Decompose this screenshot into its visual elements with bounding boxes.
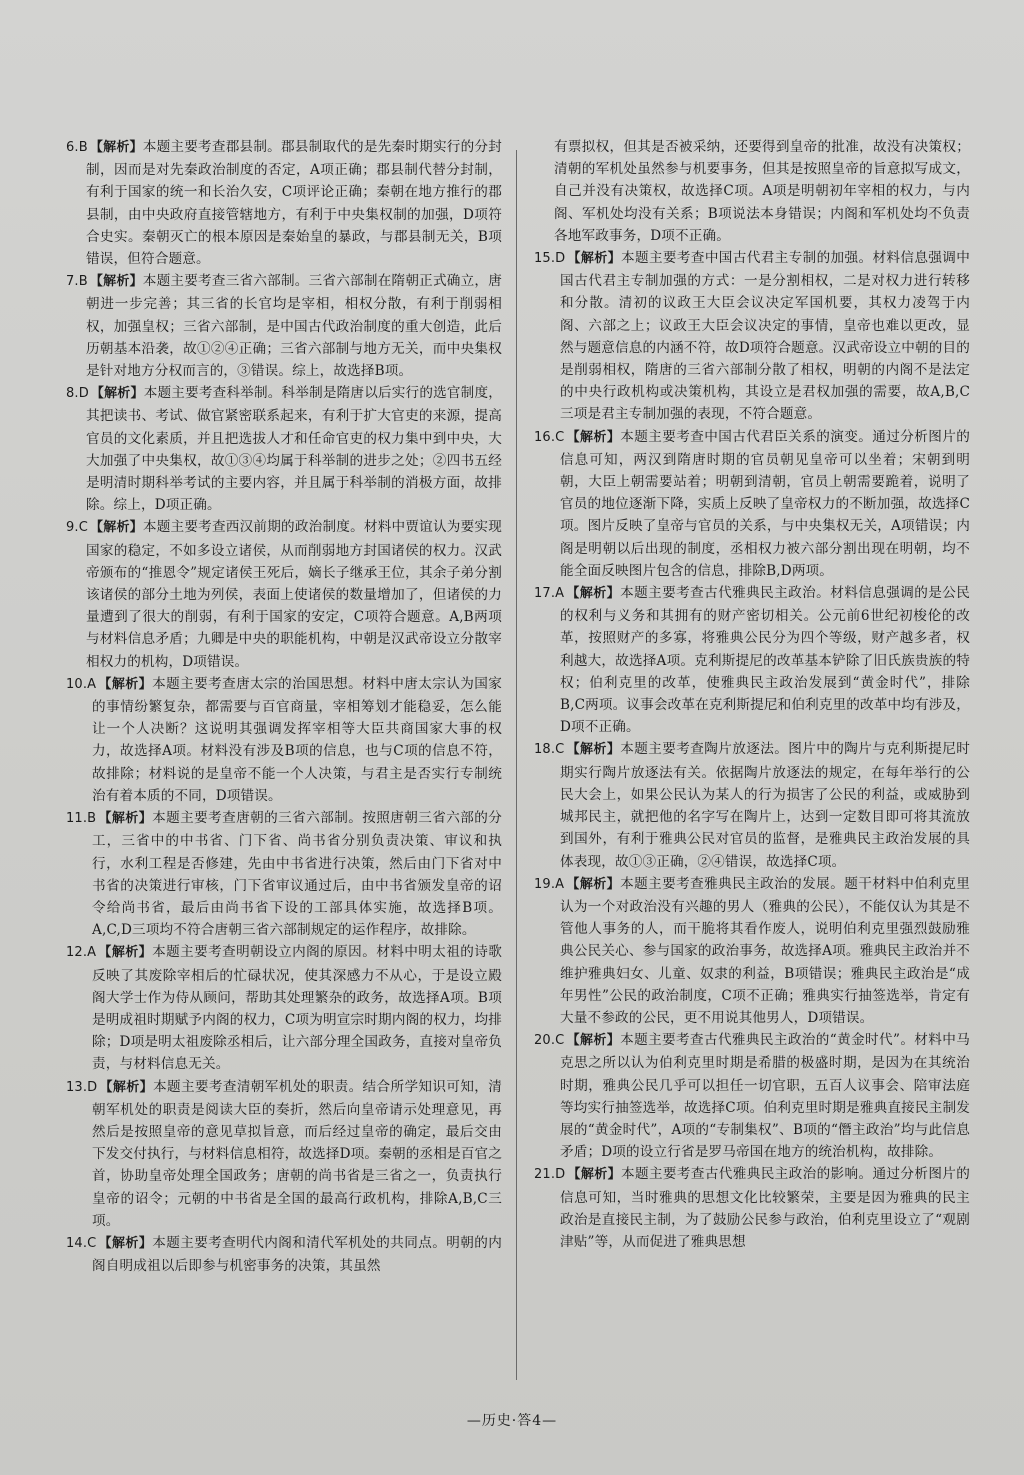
- analysis-text: 有票拟权，但其是否被采纳，还要得到皇帝的批准，故没有决策权；清朝的军机处虽然参与机要事务，但其是按照皇帝的旨意拟写成文，自己并没有决策权，故选择C项。A项是明朝初年宰相的权力，与内阁、军机处均没有关系；B项说法本身错误；内阁和军机处均不负责各地军政事务，D项不正确。: [554, 139, 970, 244]
- analysis-text: 本题主要考查雅典民主政治的发展。题干材料中伯利克里认为一个对政治没有兴趣的男人（雅典的公民），不能仅认为其是不管他人事务的人，而干脆将其看作废人，说明伯利克里强烈鼓励雅典公民关心、参与国家的政治事务，故选择A项。雅典民主政治并不维护雅典妇女、儿童、奴隶的利益，B项错误；雅典民主政治是“成年男性”公民的政治制度，C项不正确；雅典实行抽签选举，肯定有大量不参政的公民，更不用说其他男人，D项错误。: [560, 875, 970, 1026]
- analysis-text: 本题主要考查西汉前期的政治制度。材料中贾谊认为要实现国家的稳定，不如多设立诸侯，从而削弱地方封国诸侯的权力。汉武帝颁布的“推恩令”规定诸侯王死后，嫡长子继承王位，其余子弟分割该诸侯的部分土地为列侯，表面上使诸侯的数量增加了，但诸侯的力量遭到了很大的削弱，有利于国家的安定，C项符合题意。A,B两项与材料信息矛盾；九卿是中央的职能机构，中朝是汉武帝设立分散宰相权力的机构，D项错误。: [86, 519, 502, 670]
- page-footer: —历史·答4—: [466, 1413, 558, 1429]
- analysis-tag: 【解析】: [566, 1033, 621, 1049]
- analysis-text: 本题主要考查古代雅典民主政治。材料信息强调的是公民的权利与义务和其拥有的财产密切相关。公元前6世纪初梭伦的改革，按照财产的多寡，将雅典公民分为四个等级，财产越多者，权利越大，故选择A项。克利斯提尼的改革基本铲除了旧氏族贵族的特权；伯利克里的改革，使雅典民主政治发展到“黄金时代”，排除B,C两项。议事会改革在克利斯提尼和伯利克里的改革中均有涉及，D项不正确。: [560, 585, 970, 736]
- analysis-text: 本题主要考查陶片放逐法。图片中的陶片与克利斯提尼时期实行陶片放逐法有关。依据陶片放逐法的规定，在每年举行的公民大会上，如果公民认为某人的行为损害了公民的利益，或威胁到城邦民主，就把他的名字写在陶片上，达到一定数目即可将其流放到国外，有利于雅典公民对官员的监督，是雅典民主政治发展的具体表现，故①③正确，②④错误，故选择C项。: [560, 741, 970, 870]
- question-number: 6.: [66, 140, 79, 155]
- answer-item: [534, 426, 970, 582]
- analysis-tag: 【解析】: [89, 520, 143, 536]
- question-number: 16.: [534, 429, 556, 445]
- analysis-tag: 【解析】: [89, 140, 143, 155]
- analysis-text: 本题主要考查唐朝的三省六部制。按照唐朝三省六部的分工，三省中的中书省、门下省、尚书省分别负责决策、审议和执行，水利工程是否修建，先由中书省进行决策，然后由门下省对中书省的决策进行审核，门下省审议通过后，由中书省颁发皇帝的诏令给尚书省，最后由尚书省下设的工部具体实施，故选择B项。A,C,D三项均不符合唐朝三省六部制规定的运作程序，故排除。: [92, 810, 503, 939]
- answer-letter: C: [555, 1033, 565, 1049]
- analysis-tag: 【解析】: [90, 386, 144, 402]
- answer-item: [534, 247, 970, 426]
- question-number: 15.: [534, 251, 556, 267]
- answer-letter: A: [87, 945, 97, 961]
- analysis-tag: 【解析】: [89, 274, 143, 290]
- question-number: 7.: [66, 274, 79, 290]
- answer-letter: D: [87, 1079, 98, 1095]
- answer-item: [534, 1163, 970, 1253]
- answer-letter: D: [555, 251, 566, 267]
- question-number: 14.: [66, 1235, 88, 1251]
- analysis-tag: 【解析】: [99, 1079, 154, 1095]
- analysis-tag: 【解析】: [98, 945, 153, 961]
- answer-item: [66, 270, 502, 382]
- answer-letter: A: [555, 586, 565, 602]
- answer-item: [66, 516, 502, 672]
- answer-item: [66, 1076, 502, 1232]
- answer-item: [66, 941, 502, 1075]
- answer-item: [66, 673, 502, 807]
- answer-item: [534, 873, 970, 1029]
- analysis-text: 本题主要考查明代内阁和清代军机处的共同点。明朝的内阁自明成祖以后即参与机密事务的决策，其虽然: [92, 1234, 502, 1275]
- analysis-text: 本题主要考查中国古代君主专制的加强。材料信息强调中国古代君主专制加强的方式：一是分割相权，二是对权力进行转移和分散。清初的议政王大臣会议决定军国机要，其权力凌驾于内阁、六部之上；议政王大臣会议决定的事情，皇帝也难以更改，显然与题意信息的内涵不符，故D项符合题意。汉武帝设立中朝的目的是削弱相权，隋唐的三省六部制分散了相权，明朝的内阁不是法定的中央行政机构或决策机构，其设立是君权加强的需要，故A,B,C三项是君主专制加强的表现，不符合题意。: [560, 250, 971, 423]
- answer-letter: D: [555, 1167, 566, 1183]
- question-number: 10.: [66, 676, 88, 692]
- answer-item: [534, 136, 970, 247]
- answer-item: [66, 136, 502, 270]
- column-divider: [516, 150, 517, 1380]
- answer-letter: B: [78, 140, 88, 155]
- answer-letter: C: [78, 520, 88, 536]
- question-number: 18.: [534, 742, 556, 758]
- analysis-tag: 【解析】: [567, 251, 622, 267]
- answer-letter: C: [555, 742, 565, 758]
- answer-item: [534, 1029, 970, 1163]
- analysis-tag: 【解析】: [98, 811, 153, 827]
- answer-item: [66, 1232, 502, 1277]
- analysis-text: 本题主要考查古代雅典民主政治的影响。通过分析图片的信息可知，当时雅典的思想文化比较繁荣，主要是因为雅典的民主政治是直接民主制，为了鼓励公民参与政治，伯利克里设立了“观剧津贴”等，从而促进了雅典思想: [560, 1166, 971, 1250]
- analysis-tag: 【解析】: [98, 676, 153, 692]
- analysis-tag: 【解析】: [566, 586, 621, 602]
- analysis-text: 本题主要考查中国古代君臣关系的演变。通过分析图片的信息可知，两汉到隋唐时期的官员朝见皇帝可以坐着；宋朝到明朝，大臣上朝需要站着；明朝到清朝，官员上朝需要跪着，说明了官员的地位逐渐下降，实质上反映了皇帝权力的不断加强，故选择C项。图片反映了皇帝与官员的关系，与中央集权无关，A项错误；内阁是明朝以后出现的制度，丞相权力被六部分割出现在明朝，均不能全面反映图片包含的信息，排除B,D两项。: [560, 428, 970, 579]
- analysis-tag: 【解析】: [566, 429, 621, 445]
- analysis-text: 本题主要考查郡县制。郡县制取代的是先秦时期实行的分封制，因而是对先秦政治制度的否定，A项正确；郡县制代替分封制，有利于国家的统一和长治久安，C项评论正确；秦朝在地方推行的郡县制，由中央政府直接管辖地方，有利于中央集权制的加强，D项符合史实。秦朝灭亡的根本原因是秦始皇的暴政，与郡县制无关，B项错误，但符合题意。: [86, 139, 502, 268]
- analysis-text: 本题主要考查科举制。科举制是隋唐以后实行的选官制度，其把读书、考试、做官紧密联系起来，有利于扩大官吏的来源，提高官员的文化素质，并且把选拔人才和任命官吏的权力集中到中央，大大加强了中央集权，故①③④均属于科举制的进步之处；②四书五经是明清时期科举考试的主要内容，并且属于科举制的消极方面，故排除。综上，D项正确。: [86, 385, 502, 514]
- question-number: 19.: [534, 876, 556, 892]
- question-number: 9.: [66, 520, 79, 536]
- answer-letter: C: [87, 1235, 97, 1251]
- question-number: 17.: [534, 586, 556, 602]
- question-number: 21.: [534, 1167, 556, 1183]
- answer-letter: A: [87, 676, 97, 692]
- question-number: 8.: [66, 386, 79, 402]
- analysis-tag: 【解析】: [98, 1235, 153, 1251]
- analysis-tag: 【解析】: [566, 876, 621, 892]
- answer-letter: B: [87, 811, 97, 827]
- answer-item: [66, 807, 502, 941]
- answer-item: [66, 382, 502, 516]
- analysis-text: 本题主要考查三省六部制。三省六部制在隋朝正式确立，唐朝进一步完善；其三省的长官均是宰相，相权分散，有利于削弱相权，加强皇权；三省六部制，是中国古代政治制度的重大创造，此后历朝基本沿袭，故①②④正确；三省六部制与地方无关，而中央集权是针对地方分权而言的，③错误。综上，故选择B项。: [86, 273, 502, 380]
- question-number: 12.: [66, 945, 88, 961]
- analysis-text: 本题主要考查唐太宗的治国思想。材料中唐太宗认为国家的事情纷繁复杂，都需要与百官商量，宰相筹划才能稳妥，怎么能让一个人决断？这说明其强调发挥宰相等大臣共商国家大事的权力，故选择A项。材料没有涉及B项的信息，也与C项的信息不符，故排除；材料说的是皇帝不能一个人决策，与君主是否实行专制统治有着本质的不同，D项错误。: [92, 675, 502, 804]
- analysis-tag: 【解析】: [566, 742, 621, 758]
- analysis-text: 本题主要考查明朝设立内阁的原因。材料中明太祖的诗歌反映了其废除宰相后的忙碌状况，使其深感力不从心，于是设立殿阁大学士作为侍从顾问，帮助其处理繁杂的政务，故选择A项。B项是明成祖时期赋予内阁的权力，C项为明宣宗时期内阁的权力，均排除；D项是明太祖废除丞相后，让六部分理全国政务，直接对皇帝负责，与材料信息无关。: [92, 944, 502, 1073]
- question-number: 11.: [66, 811, 88, 827]
- analysis-text: 本题主要考查古代雅典民主政治的“黄金时代”。材料中马克思之所以认为伯利克里时期是希腊的极盛时期，是因为在其统治时期，雅典公民几乎可以担任一切官职，五百人议事会、陪审法庭等均实行抽签选举，故选择C项。伯利克里时期是雅典直接民主制发展的“黄金时代”，A项的“专制集权”、B项的“僭主政治”均与此信息矛盾；D项的设立行省是罗马帝国在地方的统治机构，故排除。: [560, 1032, 970, 1161]
- answer-item: [534, 582, 970, 738]
- answer-letter: A: [555, 876, 565, 892]
- question-number: 20.: [534, 1033, 556, 1049]
- answer-item: [534, 738, 970, 872]
- analysis-tag: 【解析】: [567, 1167, 622, 1183]
- question-number: 13.: [66, 1079, 88, 1095]
- right-column: [534, 136, 970, 1253]
- answer-letter: B: [78, 274, 88, 290]
- analysis-text: 本题主要考查清朝军机处的职责。结合所学知识可知，清朝军机处的职责是阅读大臣的奏折，然后向皇帝请示处理意见，再然后是按照皇帝的意见草拟旨意，而后经过皇帝的确定，最后交由下发交付执行，与材料信息相符，故选择D项。秦朝的丞相是百官之首，协助皇帝处理全国政务；唐朝的尚书省是三省之一，负责执行皇帝的诏令；元朝的中书省是全国的最高行政机构，排除A,B,C三项。: [92, 1078, 503, 1229]
- answer-letter: D: [78, 386, 89, 402]
- answer-letter: C: [555, 429, 565, 445]
- left-column: [66, 136, 502, 1277]
